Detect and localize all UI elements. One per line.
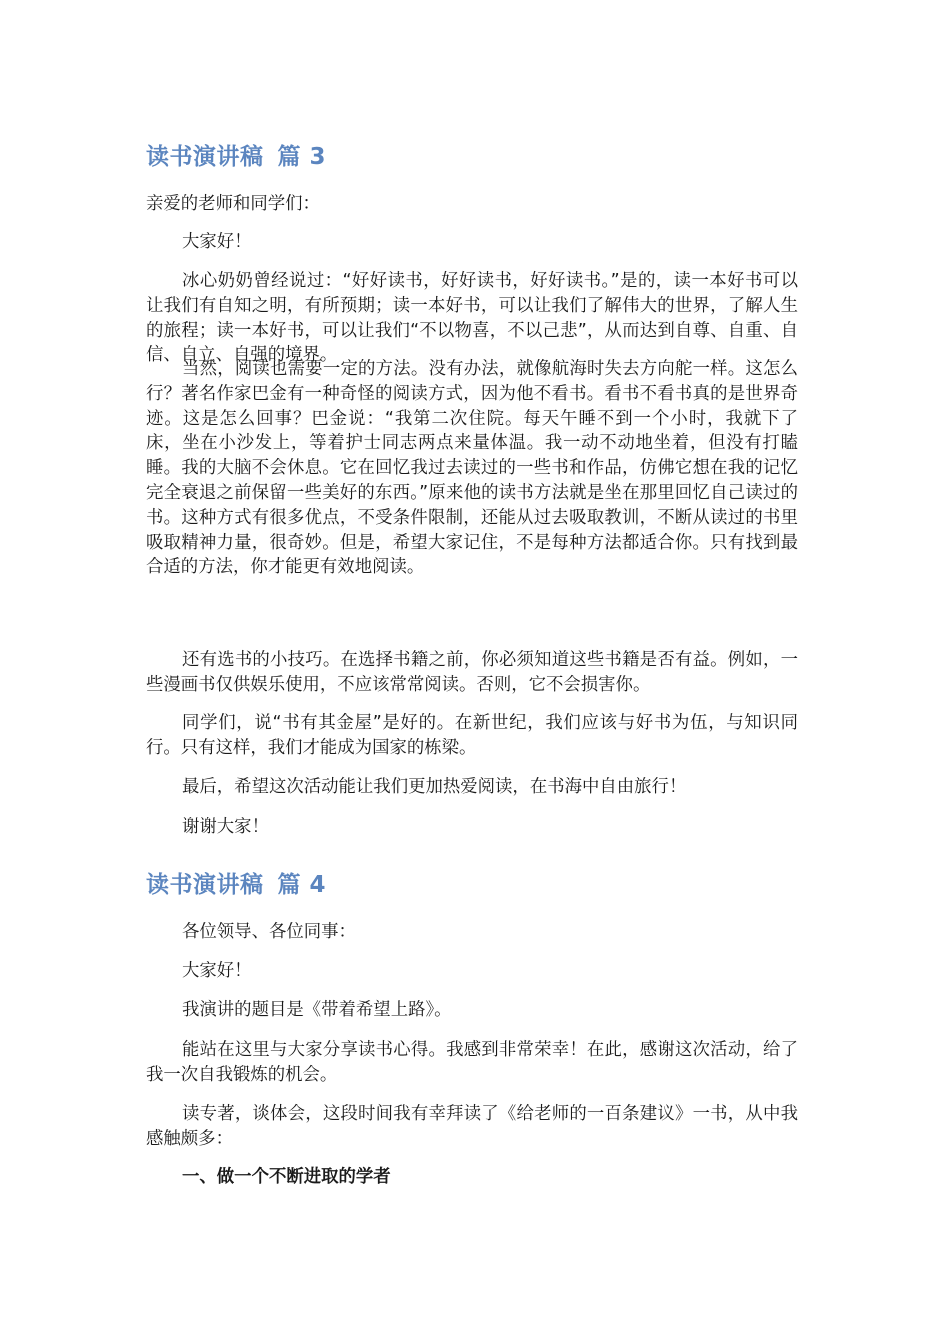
section-4-title: 读书演讲稿 [146, 872, 264, 898]
thanks: 谢谢大家！ [182, 817, 269, 837]
salutation-4: 各位领导、各位同事： [182, 922, 356, 942]
greeting: 大家好！ [182, 232, 252, 252]
section-3-heading [146, 138, 326, 171]
paragraph-reading-method: 当然，阅读也需要一定的方法。没有办法，就像航海时失去方向舵一样。这怎么行？著名作家巴金有一种奇怪的阅读方式，因为他不看书。看书不看书真的是世界奇迹。这是怎么回事？巴金说：“我第二次住院。每天午睡不到一个小时，我就下了床，坐在小沙发上，等着护士同志两点来量体温。我一动不动地坐着，但没有打瞌睡。我的大脑不会休息。它在回忆我过去读过的一些书和作品，仿佛它想在我的记忆完全衰退之前保留一些美好的东西。”原来他的读书方法就是坐在那里回忆自己读过的书。这种方式有很多优点，不受条件限制，还能从过去吸取教训，不断从读过的书里吸取精神力量，很奇妙。但是，希望大家记住，不是每种方法都适合你。只有找到最合适的方法，你才能更有效地阅读。 [146, 359, 798, 578]
paragraph-bingxin: 冰心奶奶曾经说过：“好好读书，好好读书，好好读书。”是的，读一本好书可以让我们有自知之明，有所预期；读一本好书，可以让我们了解伟大的世界，了解人生的旅程；读一本好书，可以让我们“不以物喜，不以己悲”，从而达到自尊、自重、自信、自立、自强的境界。 [146, 271, 798, 366]
paragraph-closing: 最后，希望这次活动能让我们更加热爱阅读，在书海中自由旅行！ [182, 777, 687, 797]
paragraph-golden-house: 同学们，说“书有其金屋”是好的。在新世纪，我们应该与好书为伍，与知识同行。只有这样，我们才能成为国家的栋梁。 [146, 713, 798, 758]
salutation: 亲爱的老师和同学们： [146, 194, 320, 214]
paragraph-book-reading: 读专著，谈体会，这段时间我有幸拜读了《给老师的一百条建议》一书，从中我感触颇多： [146, 1104, 798, 1149]
speech-topic: 我演讲的题目是《带着希望上路》。 [182, 1000, 452, 1020]
subheading-scholar: 一、做一个不断进取的学者 [182, 1167, 391, 1187]
greeting-4: 大家好！ [182, 961, 252, 981]
section-4-heading [146, 866, 326, 899]
section-3-title: 读书演讲稿 [146, 144, 264, 170]
section-3-number: 篇 3 [277, 144, 327, 170]
paragraph-honored: 能站在这里与大家分享读书心得。我感到非常荣幸！在此，感谢这次活动，给了我一次自我锻炼的机会。 [146, 1040, 798, 1085]
section-4-number: 篇 4 [277, 872, 327, 898]
paragraph-book-selection: 还有选书的小技巧。在选择书籍之前，你必须知道这些书籍是否有益。例如，一些漫画书仅供娱乐使用，不应该常常阅读。否则，它不会损害你。 [146, 650, 798, 695]
